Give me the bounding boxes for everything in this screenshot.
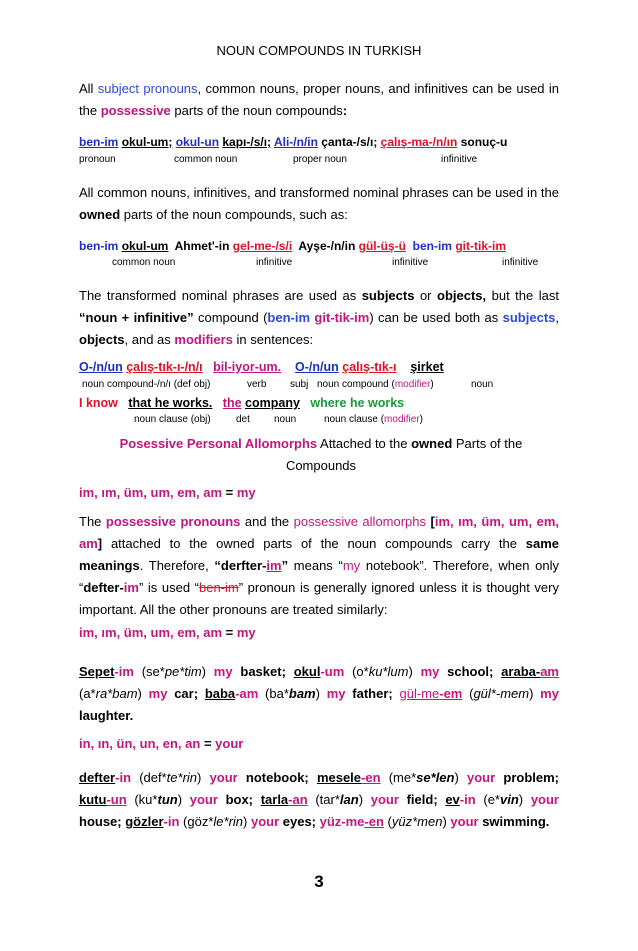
grammar-label: proper noun xyxy=(293,154,347,165)
meaning-your: your xyxy=(250,814,280,829)
example-word: şirket xyxy=(410,360,444,374)
grammar-label: noun compound-/n/ı (def obj) xyxy=(82,379,211,390)
translation: car; xyxy=(167,686,205,701)
allomorph-list: im, ım, üm, um, em, am xyxy=(79,514,559,551)
example-stem: defter xyxy=(79,770,116,785)
highlight-objects: objects xyxy=(79,332,125,347)
grammar-label-modifier: modifier xyxy=(384,414,420,425)
example-suffix: -in xyxy=(459,792,476,807)
text: attached to the owned parts of the noun compounds carry the xyxy=(102,536,526,551)
example-word: Ahmet'-in xyxy=(174,239,230,253)
text: (ku* xyxy=(126,792,158,807)
meaning-my: my xyxy=(420,664,440,679)
text: and the xyxy=(240,514,294,529)
example-word: bil-iyor-um. xyxy=(213,360,282,374)
highlight-subjects: subjects xyxy=(502,310,556,325)
translation: house; xyxy=(79,814,126,829)
meaning-my: my xyxy=(326,686,346,701)
text: (se* xyxy=(133,664,165,679)
text: = xyxy=(200,736,216,751)
example-labels-4 xyxy=(79,413,559,426)
grammar-label: infinitive xyxy=(441,154,478,165)
example-suffix: -em xyxy=(439,686,463,701)
example-word: O-/n/un xyxy=(295,360,339,374)
grammar-label: infinitive xyxy=(392,257,429,268)
text: (me* xyxy=(380,770,417,785)
text: ) xyxy=(442,814,451,829)
allomorph-list: im, ım, üm, um, em, am xyxy=(79,625,223,640)
text: Attached to the xyxy=(317,436,412,451)
example-suffix: -en xyxy=(364,814,384,829)
translation: problem; xyxy=(495,770,559,785)
meaning-my: my xyxy=(213,664,233,679)
example-labels-3 xyxy=(79,378,559,391)
grammar-label: common noun xyxy=(174,154,238,165)
example-suffix: -um xyxy=(320,664,345,679)
paragraph-my-examples xyxy=(79,661,559,727)
pronunciation: tun xyxy=(157,792,178,807)
text: or xyxy=(414,288,437,303)
page-number: 3 xyxy=(314,872,324,891)
grammar-label: noun clause (obj) xyxy=(134,414,211,425)
example-word: sonuç-u xyxy=(460,135,508,149)
text: . Therefore, xyxy=(139,558,215,573)
example-row-4 xyxy=(79,394,559,412)
translation: school; xyxy=(439,664,502,679)
allomorph-meaning: my xyxy=(236,625,256,640)
example-word: Ayşe-/n/in xyxy=(298,239,356,253)
text: parts of the noun compounds xyxy=(170,103,343,118)
example-word: kapı-/s/ı; xyxy=(222,135,272,149)
example-word: gül-üş-ü xyxy=(358,239,406,253)
example-word: gel-me-/s/i xyxy=(232,239,293,253)
pronunciation: gül*-mem xyxy=(473,686,530,701)
pronunciation: le*rin xyxy=(213,814,244,829)
example-word: O-/n/un xyxy=(79,360,123,374)
heading-allomorphs: Posessive Personal Allomorphs xyxy=(119,436,318,451)
grammar-label: ) xyxy=(430,379,434,390)
pronunciation: ra*bam xyxy=(95,686,138,701)
example-word: çalış-tık-ı xyxy=(342,360,397,374)
text: Compounds xyxy=(285,458,357,473)
text: ) xyxy=(201,664,214,679)
text: means “ xyxy=(288,558,343,573)
example-stem: kutu xyxy=(79,792,107,807)
translation: box; xyxy=(217,792,261,807)
translation: eyes; xyxy=(279,814,320,829)
allomorph-list: im, ım, üm, um, em, am xyxy=(79,485,223,500)
example-stem: araba- xyxy=(501,664,541,679)
allomorph-meaning: your xyxy=(215,736,244,751)
text: , common nouns, proper nouns, and infinitives can be used in the xyxy=(79,81,559,118)
meaning-your: your xyxy=(209,770,238,785)
text: (a* xyxy=(79,686,96,701)
text: ” xyxy=(281,558,289,573)
text: ) xyxy=(197,770,210,785)
highlight-owned: owned xyxy=(79,207,121,222)
pronunciation: lan xyxy=(339,792,359,807)
text: ] xyxy=(97,536,103,551)
highlight-subjects: subjects xyxy=(361,288,415,303)
example-word: ben-im xyxy=(412,239,452,253)
example-word: çalış-tık-ı-/n/ı xyxy=(126,360,203,374)
text: ” pronoun is generally ignored unless it is thought very important. All the other pronouns are treated similarly: xyxy=(79,580,559,617)
translation: father; xyxy=(345,686,400,701)
example-stem: baba xyxy=(204,686,236,701)
example-word: çalış-ma-/n/ın xyxy=(380,135,458,149)
text: parts of the noun compounds, such as: xyxy=(120,207,348,222)
highlight-objects: objects, xyxy=(437,288,487,303)
example-word: git-tik-im xyxy=(310,310,370,325)
text: ( xyxy=(462,686,474,701)
meaning-your: your xyxy=(467,770,496,785)
highlight-same-meanings: same meanings xyxy=(79,536,559,573)
example-suffix: -in xyxy=(115,770,132,785)
grammar-label: verb xyxy=(247,379,267,390)
highlight-possessive-allomorphs: possessive allomorphs xyxy=(293,514,427,529)
text: ) xyxy=(518,792,531,807)
pronunciation: se*len xyxy=(416,770,455,785)
text: notebook”. Therefore, when only “ xyxy=(79,558,559,595)
meaning-my: my xyxy=(148,686,168,701)
example-word: Ali-/n/in xyxy=(273,135,318,149)
example-word: company xyxy=(245,396,300,410)
example-word: the xyxy=(222,396,242,410)
example-word: okul-um; xyxy=(121,135,173,149)
example-word: çanta-/s/ı; xyxy=(321,135,378,149)
text: = xyxy=(222,485,237,500)
struck-pronoun: ben-im xyxy=(198,580,239,595)
paragraph-owned-parts xyxy=(79,182,559,226)
meaning-your: your xyxy=(189,792,218,807)
example-row-1 xyxy=(79,133,559,151)
example-stem: gözler xyxy=(125,814,164,829)
example-word: ben-im xyxy=(267,310,311,325)
example-word: okul-un xyxy=(175,135,220,149)
grammar-label: ) xyxy=(419,414,423,425)
text: All xyxy=(79,81,98,96)
example-suffix: -en xyxy=(361,770,381,785)
highlight-possessive-pronouns: possessive pronouns xyxy=(105,514,241,529)
example-stem: Sepet xyxy=(79,664,115,679)
example-stem: ev xyxy=(445,792,460,807)
text: (def* xyxy=(131,770,167,785)
text: ) xyxy=(358,792,371,807)
text: ) xyxy=(529,686,541,701)
text: (o* xyxy=(344,664,369,679)
text: [ xyxy=(426,514,435,529)
text: in sentences: xyxy=(232,332,314,347)
highlight-possessive: possessive xyxy=(100,103,171,118)
meaning-my: my xyxy=(540,686,559,701)
example-suffix: -un xyxy=(106,792,127,807)
pronunciation: vin xyxy=(500,792,519,807)
text: compound ( xyxy=(193,310,268,325)
example-word: defter- xyxy=(83,580,124,595)
text: , xyxy=(555,310,560,325)
text: (e* xyxy=(475,792,500,807)
pronunciation: ku*lum xyxy=(368,664,409,679)
example-word: okul-um xyxy=(121,239,169,253)
translation: notebook; xyxy=(237,770,317,785)
example-row-2 xyxy=(79,237,559,255)
text: (ba* xyxy=(258,686,289,701)
example-suffix: -am xyxy=(235,686,259,701)
example-stem: okul xyxy=(293,664,321,679)
meaning-your: your xyxy=(370,792,399,807)
paragraph-your-examples xyxy=(79,767,559,833)
paragraph-possessive-parts xyxy=(79,78,559,122)
grammar-label: subj xyxy=(290,379,309,390)
text: ) xyxy=(137,686,149,701)
example-suffix: -an xyxy=(288,792,308,807)
highlight-modifiers: modifiers xyxy=(174,332,233,347)
text: The xyxy=(79,514,106,529)
translation: field; xyxy=(398,792,446,807)
translation: basket; xyxy=(232,664,294,679)
text: ) xyxy=(454,770,468,785)
highlight-my: my xyxy=(342,558,361,573)
example-word: ben-im xyxy=(79,135,119,149)
example-suffix: am xyxy=(540,664,559,679)
rule-my xyxy=(79,482,559,504)
example-word: where he works xyxy=(310,396,405,410)
section-heading xyxy=(92,433,550,477)
grammar-label: infinitive xyxy=(256,257,293,268)
translation: swimming. xyxy=(478,814,550,829)
example-word: “derfter- xyxy=(214,558,267,573)
text: (göz* xyxy=(179,814,214,829)
text: = xyxy=(222,625,237,640)
translation: laughter. xyxy=(79,708,134,723)
text: ” is used “ xyxy=(138,580,199,595)
example-stem: mesele xyxy=(316,770,362,785)
highlight-subject-pronouns: subject pronouns xyxy=(97,81,198,96)
text: ) xyxy=(408,664,421,679)
meaning-your: your xyxy=(450,814,479,829)
grammar-label: pronoun xyxy=(79,154,116,165)
text: but the last xyxy=(486,288,559,303)
text: ) can be used both as xyxy=(369,310,503,325)
example-suffix: -im xyxy=(114,664,134,679)
grammar-label: noun clause ( xyxy=(324,414,385,425)
text: ) xyxy=(315,686,327,701)
example-word: I know xyxy=(79,396,118,410)
text: Parts of the xyxy=(452,436,523,451)
text: : xyxy=(342,103,348,118)
example-labels-1 xyxy=(79,153,559,166)
text: All common nouns, infinitives, and transformed nominal phrases can be used in the xyxy=(79,185,559,200)
grammar-label: noun xyxy=(274,414,297,425)
example-suffix: im xyxy=(123,580,139,595)
grammar-label: noun xyxy=(471,379,494,390)
example-word: ben-im xyxy=(79,239,119,253)
pronunciation: te*rin xyxy=(166,770,198,785)
grammar-label-modifier: modifier xyxy=(394,379,431,390)
example-row-3 xyxy=(79,358,559,376)
paragraph-same-meanings xyxy=(79,511,559,621)
allomorph-meaning: my xyxy=(236,485,256,500)
example-stem: yüz-me xyxy=(319,814,365,829)
example-word: that he works. xyxy=(128,396,213,410)
example-stem: tarla xyxy=(260,792,289,807)
text: ) xyxy=(243,814,251,829)
text: ) xyxy=(177,792,190,807)
page-title: NOUN COMPOUNDS IN TURKISH xyxy=(216,43,422,58)
rule-my-repeat xyxy=(79,622,559,644)
grammar-label: noun compound ( xyxy=(317,379,395,390)
text: ( xyxy=(383,814,392,829)
pronunciation: yüz*men xyxy=(391,814,443,829)
paragraph-transformed-phrases xyxy=(79,285,559,351)
example-suffix: -in xyxy=(163,814,180,829)
pronunciation: pe*tim xyxy=(164,664,202,679)
highlight-noun-infinitive: “noun + infinitive” xyxy=(79,310,194,325)
text: The transformed nominal phrases are used as xyxy=(79,288,362,303)
grammar-label: infinitive xyxy=(502,257,539,268)
text: , and as xyxy=(124,332,175,347)
example-labels-2 xyxy=(79,256,559,269)
meaning-your: your xyxy=(530,792,559,807)
example-stem: gül-me xyxy=(399,686,440,701)
example-word: git-tik-im xyxy=(455,239,506,253)
example-suffix: im xyxy=(266,558,282,573)
allomorph-list: in, ın, ün, un, en, an xyxy=(79,736,201,751)
grammar-label: common noun xyxy=(112,257,176,268)
text: (tar* xyxy=(307,792,340,807)
grammar-label: det xyxy=(236,414,250,425)
rule-your xyxy=(79,733,559,755)
highlight-owned: owned xyxy=(411,436,453,451)
pronunciation: bam xyxy=(288,686,316,701)
